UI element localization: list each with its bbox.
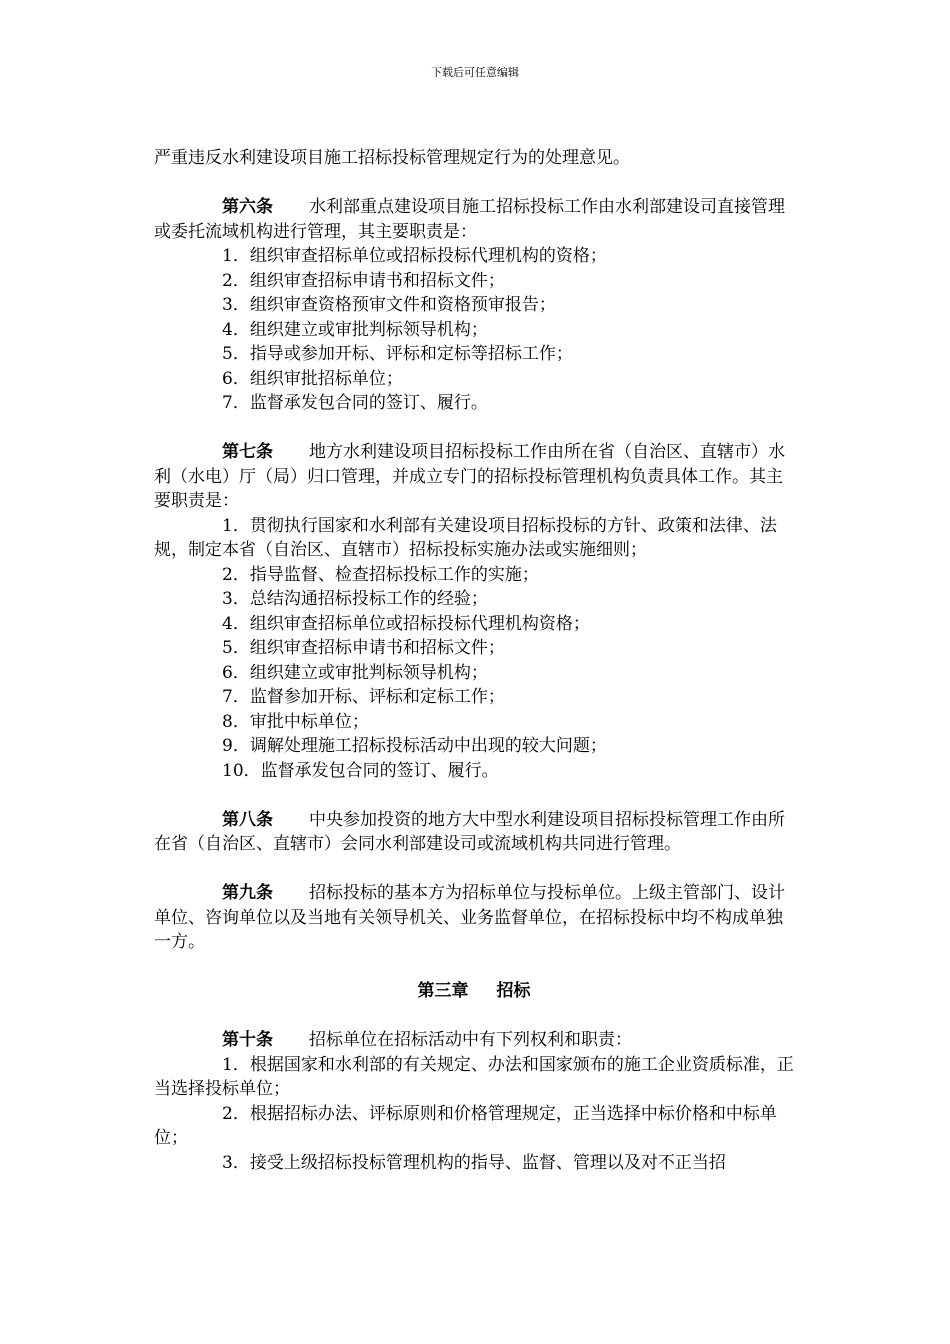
article-7-item: 10．监督承发包合同的签订、履行。: [222, 760, 499, 781]
article-8-number: 第八条: [222, 809, 273, 830]
article-7-item: 3．总结沟通招标投标工作的经验；: [222, 589, 488, 609]
article-7: [154, 440, 794, 514]
article-10-item: 2．根据招标办法、评标原则和价格管理规定，正当选择中标价格和中标单位；: [154, 1103, 777, 1148]
article-6-item: 5．指导或参加开标、评标和定标等招标工作；: [222, 344, 573, 364]
article-7-item: 5．组织审查招标申请书和招标文件；: [222, 638, 505, 658]
article-9-number: 第九条: [222, 883, 273, 903]
article-7-item: 6．组织建立或审批判标领导机构；: [222, 662, 488, 683]
article-7-item: 9．调解处理施工招标投标活动中出现的较大问题；: [222, 736, 607, 756]
article-6-item: 4．组织建立或审批判标领导机构；: [222, 319, 488, 340]
article-7-item: 2．指导监督、检查招标投标工作的实施；: [222, 564, 539, 585]
article-8: [154, 808, 794, 857]
article-7-number: 第七条: [222, 442, 273, 462]
article-6-number: 第六条: [222, 197, 273, 217]
opening-paragraph: 严重违反水利建设项目施工招标投标管理规定行为的处理意见。: [154, 148, 630, 168]
article-10-item: 1．根据国家和水利部的有关规定、办法和国家颁布的施工企业资质标准，正当选择投标单位；: [154, 1054, 794, 1099]
chapter-number: 第三章: [417, 981, 469, 1001]
article-6-item: 6．组织审批招标单位；: [222, 368, 403, 389]
article-10-number: 第十条: [222, 1030, 273, 1050]
article-7-item: 7．监督参加开标、评标和定标工作；: [222, 687, 505, 707]
article-9-text: 招标投标的基本方为招标单位与投标单位。上级主管部门、设计单位、咨询单位以及当地有关领导机关、业务监督单位，在招标投标中均不构成单独一方。: [154, 883, 785, 952]
article-10-text: 招标单位在招标活动中有下列权利和职责：: [309, 1030, 632, 1050]
article-10-item: 3．接受上级招标投标管理机构的指导、监督、管理以及对不正当招: [222, 1152, 726, 1173]
article-7-item: 1．贯彻执行国家和水利部有关建设项目招标投标的方针、政策和法律、法规，制定本省（自治区、直辖市）招标投标实施办法或实施细则；: [154, 515, 777, 560]
article-7-item: 8．审批中标单位；: [222, 711, 369, 732]
article-6-item: 7．监督承发包合同的签订、履行。: [222, 393, 488, 413]
document-body: [154, 146, 794, 1175]
page-header: 下载后可任意编辑: [431, 66, 519, 79]
article-8-text: 中央参加投资的地方大中型水利建设项目招标投标管理工作由所在省（自治区、直辖市）会同水利部建设司或流域机构共同进行管理。: [154, 809, 785, 854]
article-6-item: 3．组织审查资格预审文件和资格预审报告；: [222, 295, 556, 315]
article-6: [154, 195, 794, 244]
article-7-item: 4．组织审查招标单位或招标投标代理机构资格；: [222, 613, 590, 634]
chapter-title: 招标: [496, 981, 531, 1001]
article-6-text: 水利部重点建设项目施工招标投标工作由水利部建设司直接管理或委托流域机构进行管理，其主要职责是：: [154, 197, 785, 242]
article-7-text: 地方水利建设项目招标投标工作由所在省（自治区、直辖市）水利（水电）厅（局）归口管理，并成立专门的招标投标管理机构负责具体工作。其主要职责是：: [154, 442, 785, 511]
article-6-item: 2．组织审查招标申请书和招标文件；: [222, 270, 505, 291]
article-10: [154, 1028, 794, 1053]
article-6-item: 1．组织审查招标单位或招标投标代理机构的资格；: [222, 246, 607, 266]
article-9: [154, 881, 794, 955]
chapter-heading: [154, 979, 794, 1004]
